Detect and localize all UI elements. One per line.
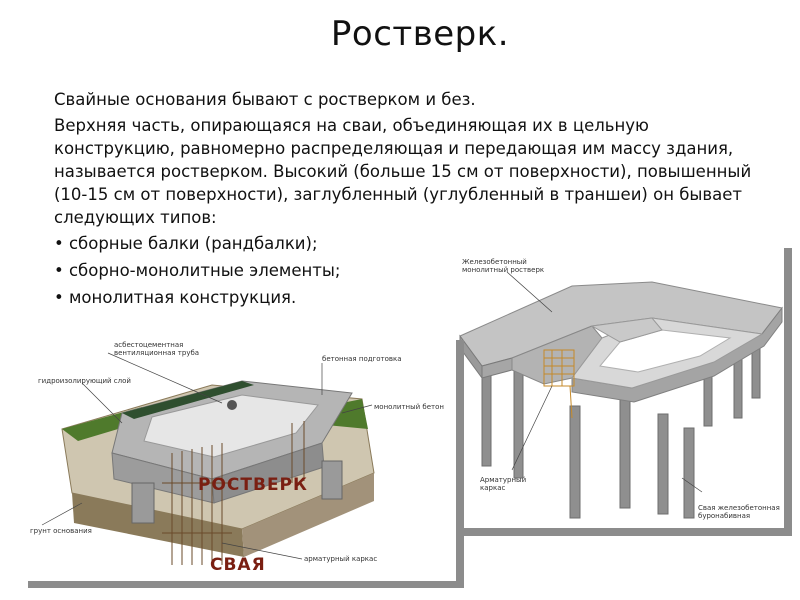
label-monolith: монолитный бетон (374, 403, 444, 411)
figure-grillage-cutaway (22, 333, 456, 581)
paragraph: Свайные основания бывают с ростверком и без. (54, 90, 476, 109)
figure-grillage-on-piles (452, 238, 784, 528)
label-rostverk: РОСТВЕРК (198, 475, 308, 495)
label-concrete-base: бетонная подготовка (322, 355, 402, 363)
label-waterproofing: гидроизолирующий слой (38, 377, 131, 385)
label-rebar-cage: Арматурный каркас (480, 476, 527, 492)
bullet-item: • сборно-монолитные элементы; (54, 259, 754, 282)
label-svaya: СВАЯ (210, 555, 266, 575)
label-grillage: Железобетонный монолитный ростверк (462, 258, 545, 274)
label-soil: грунт основания (30, 527, 92, 535)
cutaway-illustration (22, 333, 456, 581)
bullet-item: • сборные балки (рандбалки); (54, 232, 754, 255)
slide-title: Ростверк. (330, 14, 510, 54)
label-pile: Свая железобетонная буронабивная (698, 504, 780, 520)
label-vent-pipe: асбестоцементная вентиляционная труба (114, 341, 200, 357)
label-rebar-frame: арматурный каркас (304, 555, 378, 563)
bullet-item: • монолитная конструкция. (54, 286, 754, 309)
paragraph: Верхняя часть, опирающаяся на сваи, объединяющая их в цельную конструкцию, равномерно распределяющая и передающая им массу здания, называется ростверком. Высокий (больше 15 см от поверхности), повышенный (10-15 см от поверхности), заглубленный (углубленный в траншеи) он бывает следующих типов: (54, 116, 752, 227)
